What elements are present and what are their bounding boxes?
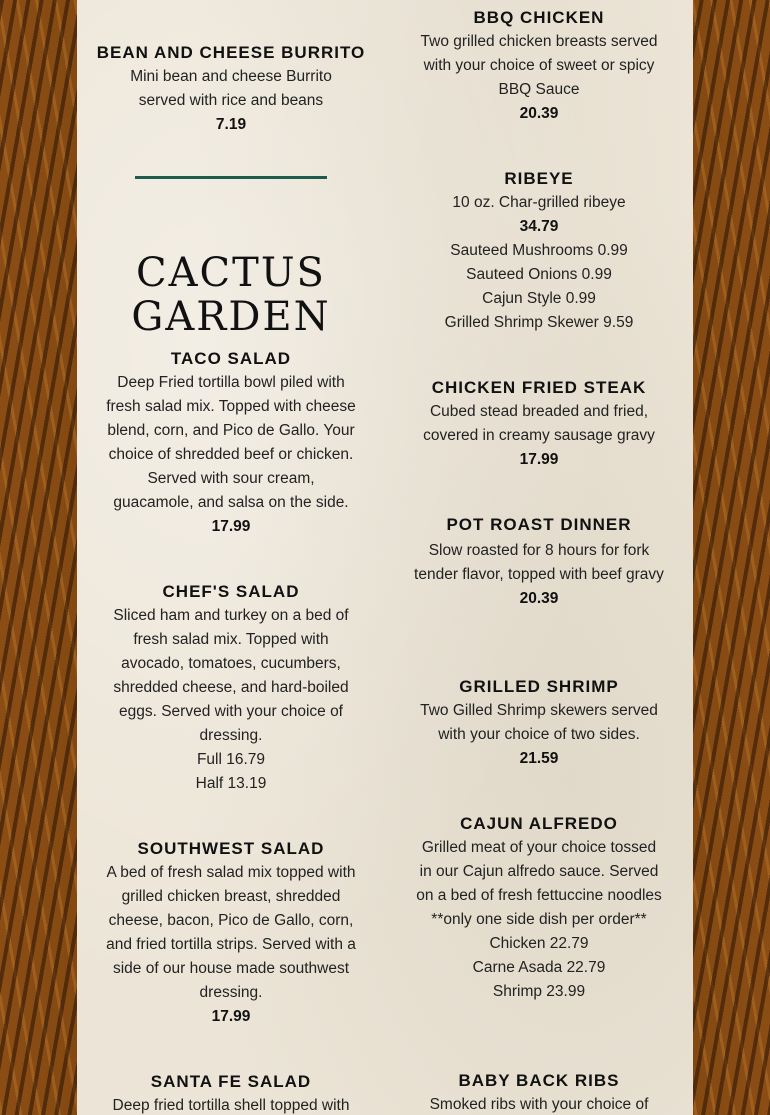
item-price: 21.59 [519, 750, 559, 767]
item-name: RIBEYE [504, 169, 574, 188]
item-option: Full 16.79 [196, 751, 266, 768]
item-option: Carne Asada 22.79 [472, 959, 606, 976]
menu-item-chicken-fried-steak [385, 376, 693, 472]
menu-item-bean-and-cheese-burrito [77, 41, 385, 137]
menu-item-southwest-salad [77, 837, 385, 1029]
item-description: A bed of fresh salad mix topped with grilled chicken breast, shredded cheese, bacon, Pico de Gallo, corn, and fried tortilla strips. Served with a side of our house made southwest dressing. [106, 864, 356, 1001]
item-name: TACO SALAD [170, 349, 292, 368]
item-description: Grilled meat of your choice tossed in our Cajun alfredo sauce. Served on a bed of fresh fettuccine noodles **only one side dish per order** [416, 839, 662, 928]
item-description: Sliced ham and turkey on a bed of fresh salad mix. Topped with avocado, tomatoes, cucumbers, shredded cheese, and hard-boiled eggs. Served with your choice of dressing. [113, 607, 349, 744]
item-price: 20.39 [519, 105, 559, 122]
item-description: Cubed stead breaded and fried, covered in creamy sausage gravy [423, 403, 655, 444]
menu-page [77, 0, 693, 1115]
item-name: CHICKEN FRIED STEAK [431, 378, 647, 397]
item-price: 20.39 [519, 590, 559, 607]
item-description: Two Gilled Shrimp skewers served with your choice of two sides. [420, 702, 658, 743]
item-name: CHEF'S SALAD [162, 582, 300, 601]
item-description: Deep fried tortilla shell topped with [112, 1097, 350, 1114]
item-description: Deep Fried tortilla bowl piled with fresh salad mix. Topped with cheese blend, corn, and Pico de Gallo. Your choice of shredded beef or chicken. Served with sour cream, guacamole, and salsa on the side. [106, 374, 356, 511]
item-name: SOUTHWEST SALAD [137, 839, 325, 858]
item-option: Grilled Shrimp Skewer 9.59 [444, 314, 634, 331]
item-option: Chicken 22.79 [489, 935, 589, 952]
menu-item-chefs-salad [77, 580, 385, 796]
item-option: Cajun Style 0.99 [482, 290, 596, 307]
item-name: SANTA FE SALAD [150, 1072, 312, 1091]
item-description: Two grilled chicken breasts served with your choice of sweet or spicy BBQ Sauce [420, 33, 658, 98]
menu-item-baby-back-ribs [385, 1069, 693, 1115]
item-price: 34.79 [519, 218, 559, 235]
menu-item-taco-salad [77, 347, 385, 539]
item-name: POT ROAST DINNER [446, 515, 632, 534]
menu-item-santa-fe-salad [77, 1070, 385, 1115]
section-divider [135, 176, 327, 179]
item-description: Smoked ribs with your choice of [429, 1096, 649, 1113]
menu-item-grilled-shrimp [385, 675, 693, 771]
item-price: 17.99 [519, 451, 559, 468]
menu-item-cajun-alfredo [385, 812, 693, 1004]
menu-item-ribeye [385, 167, 693, 335]
item-option: Sauteed Mushrooms 0.99 [450, 242, 628, 259]
section-title: CACTUS GARDEN [131, 250, 331, 341]
item-name: GRILLED SHRIMP [459, 677, 619, 696]
item-name: BABY BACK RIBS [458, 1071, 620, 1090]
item-name: CAJUN ALFREDO [460, 814, 618, 833]
item-name: BBQ CHICKEN [473, 8, 605, 27]
item-description: Mini bean and cheese Burrito served with rice and beans [130, 68, 332, 109]
item-option: Shrimp 23.99 [492, 983, 586, 1000]
item-option: Half 13.19 [195, 775, 267, 792]
item-option: Sauteed Onions 0.99 [466, 266, 612, 283]
item-price: 17.99 [211, 1008, 251, 1025]
item-price: 7.19 [215, 116, 247, 133]
item-name: BEAN AND CHEESE BURRITO [96, 43, 366, 62]
item-description: Slow roasted for 8 hours for fork tender flavor, topped with beef gravy [414, 542, 664, 583]
menu-item-bbq-chicken [385, 6, 693, 126]
item-description: 10 oz. Char-grilled ribeye [452, 194, 626, 211]
menu-item-pot-roast-dinner [385, 513, 693, 611]
item-price: 17.99 [211, 518, 251, 535]
